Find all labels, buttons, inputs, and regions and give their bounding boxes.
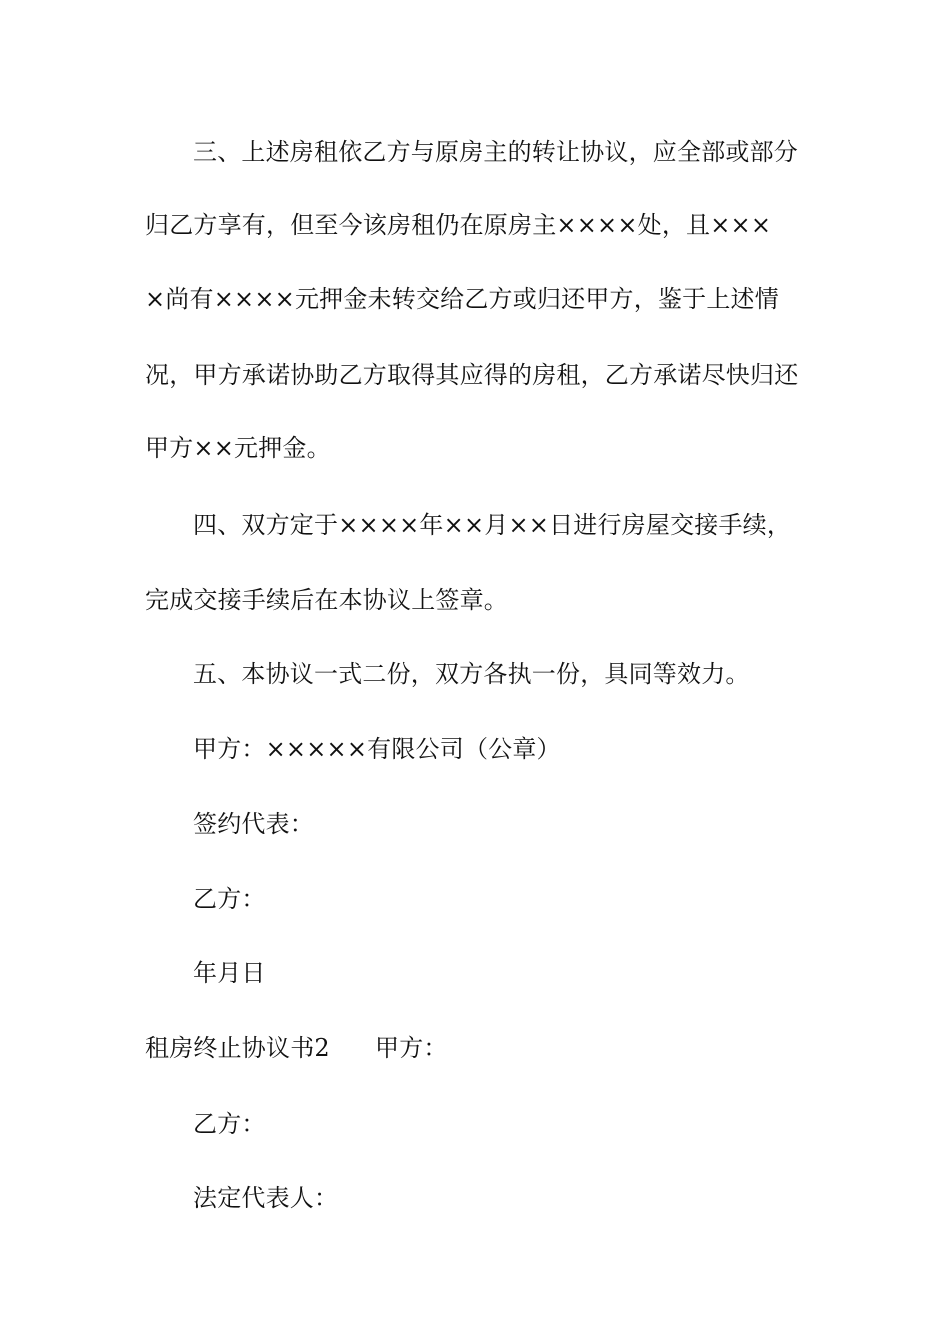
second-agreement-heading-line	[145, 1033, 845, 1063]
clause-four-line-2: 完成交接手续后在本协议上签章。	[145, 586, 508, 614]
second-agreement-party-b: 乙方：	[193, 1110, 266, 1138]
party-b-signature-line: 乙方：	[193, 885, 266, 913]
second-agreement-title: 租房终止协议书2	[145, 1034, 330, 1062]
party-a-signature-line: 甲方：×××××有限公司（公章）	[193, 735, 561, 763]
clause-three-line-1: 三、上述房租依乙方与原房主的转让协议，应全部或部分	[193, 138, 798, 166]
legal-representative-line: 法定代表人：	[193, 1184, 339, 1212]
clause-three-line-3: ×尚有××××元押金未转交给乙方或归还甲方，鉴于上述情	[145, 285, 779, 313]
clause-three-line-5: 甲方××元押金。	[145, 434, 331, 462]
second-agreement-party-a: 甲方：	[375, 1034, 448, 1062]
clause-three-line-2: 归乙方享有，但至今该房租仍在原房主××××处，且×××	[145, 211, 772, 239]
date-line: 年月日	[193, 959, 266, 987]
clause-five-line: 五、本协议一式二份，双方各执一份，具同等效力。	[193, 660, 750, 688]
clause-three-line-4: 况，甲方承诺协助乙方取得其应得的房租，乙方承诺尽快归还	[145, 361, 799, 389]
signing-representative-line: 签约代表：	[193, 810, 314, 838]
clause-four-line-1: 四、双方定于××××年××月××日进行房屋交接手续，	[193, 511, 792, 539]
